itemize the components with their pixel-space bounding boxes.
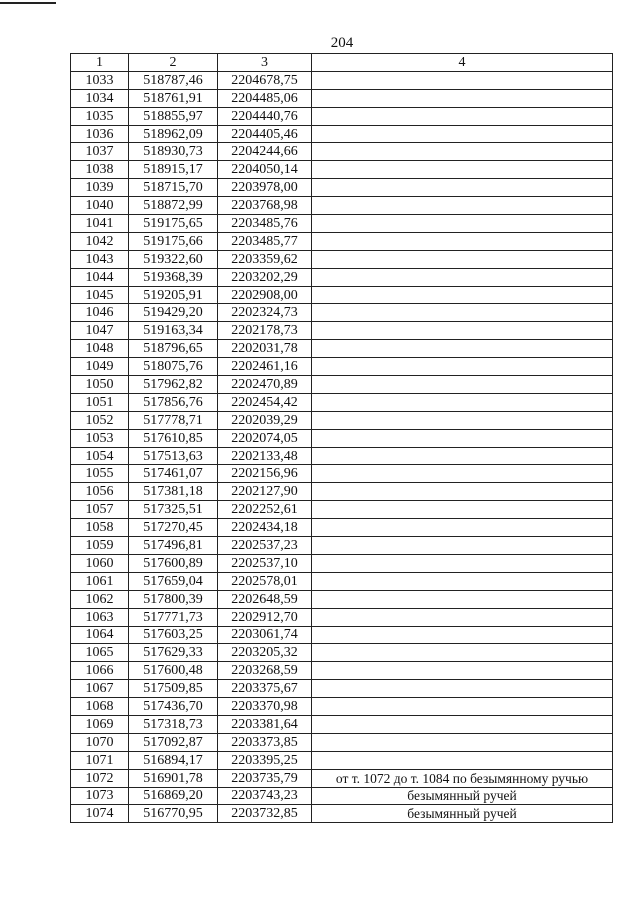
- description-cell: [312, 161, 613, 179]
- table-row: [71, 572, 613, 590]
- point-number-cell: 1070: [71, 733, 129, 751]
- x-coordinate-cell: 517092,87: [129, 733, 218, 751]
- description-cell: [312, 483, 613, 501]
- y-coordinate-cell: 2202324,73: [218, 304, 312, 322]
- y-coordinate-cell: 2203395,25: [218, 751, 312, 769]
- table-row: [71, 358, 613, 376]
- y-coordinate-cell: 2203485,77: [218, 232, 312, 250]
- y-coordinate-cell: 2202537,23: [218, 537, 312, 555]
- description-cell: [312, 393, 613, 411]
- table-row: [71, 393, 613, 411]
- y-coordinate-cell: 2202178,73: [218, 322, 312, 340]
- table-row: [71, 447, 613, 465]
- point-number-cell: 1064: [71, 626, 129, 644]
- table-row: [71, 411, 613, 429]
- description-cell: [312, 304, 613, 322]
- description-cell: [312, 71, 613, 89]
- y-coordinate-cell: 2203375,67: [218, 680, 312, 698]
- y-coordinate-cell: 2203205,32: [218, 644, 312, 662]
- description-cell: [312, 698, 613, 716]
- point-number-cell: 1046: [71, 304, 129, 322]
- x-coordinate-cell: 518855,97: [129, 107, 218, 125]
- table-row: [71, 805, 613, 823]
- description-cell: [312, 340, 613, 358]
- table-row: [71, 125, 613, 143]
- table-row: [71, 89, 613, 107]
- table-row: [71, 322, 613, 340]
- x-coordinate-cell: 517659,04: [129, 572, 218, 590]
- point-number-cell: 1034: [71, 89, 129, 107]
- y-coordinate-cell: 2203485,76: [218, 215, 312, 233]
- description-cell: [312, 590, 613, 608]
- point-number-cell: 1057: [71, 501, 129, 519]
- description-cell: [312, 232, 613, 250]
- point-number-cell: 1039: [71, 179, 129, 197]
- x-coordinate-cell: 517513,63: [129, 447, 218, 465]
- y-coordinate-cell: 2204485,06: [218, 89, 312, 107]
- description-cell: [312, 572, 613, 590]
- y-coordinate-cell: 2203061,74: [218, 626, 312, 644]
- x-coordinate-cell: 517771,73: [129, 608, 218, 626]
- table-row: [71, 590, 613, 608]
- x-coordinate-cell: 519175,66: [129, 232, 218, 250]
- x-coordinate-cell: 516869,20: [129, 787, 218, 805]
- x-coordinate-cell: 516770,95: [129, 805, 218, 823]
- point-number-cell: 1048: [71, 340, 129, 358]
- table-row: [71, 715, 613, 733]
- point-number-cell: 1047: [71, 322, 129, 340]
- x-coordinate-cell: 517600,48: [129, 662, 218, 680]
- description-cell: [312, 143, 613, 161]
- point-number-cell: 1066: [71, 662, 129, 680]
- table-row: [71, 698, 613, 716]
- description-cell: [312, 358, 613, 376]
- table-row: [71, 537, 613, 555]
- table-row: [71, 787, 613, 805]
- table-row: [71, 644, 613, 662]
- table-row: [71, 107, 613, 125]
- point-number-cell: 1058: [71, 519, 129, 537]
- table-row: [71, 215, 613, 233]
- x-coordinate-cell: 517778,71: [129, 411, 218, 429]
- point-number-cell: 1072: [71, 769, 129, 787]
- x-coordinate-cell: 517318,73: [129, 715, 218, 733]
- point-number-cell: 1073: [71, 787, 129, 805]
- table-row: [71, 232, 613, 250]
- y-coordinate-cell: 2202537,10: [218, 554, 312, 572]
- table-row: [71, 608, 613, 626]
- x-coordinate-cell: 517270,45: [129, 519, 218, 537]
- description-cell: [312, 197, 613, 215]
- x-coordinate-cell: 519322,60: [129, 250, 218, 268]
- point-number-cell: 1042: [71, 232, 129, 250]
- coordinates-table: [70, 53, 613, 823]
- x-coordinate-cell: 517962,82: [129, 376, 218, 394]
- y-coordinate-cell: 2202127,90: [218, 483, 312, 501]
- description-cell: [312, 376, 613, 394]
- point-number-cell: 1054: [71, 447, 129, 465]
- point-number-cell: 1037: [71, 143, 129, 161]
- point-number-cell: 1074: [71, 805, 129, 823]
- point-number-cell: 1067: [71, 680, 129, 698]
- point-number-cell: 1050: [71, 376, 129, 394]
- description-cell: [312, 554, 613, 572]
- point-number-cell: 1044: [71, 268, 129, 286]
- table-row: [71, 304, 613, 322]
- description-cell: [312, 179, 613, 197]
- description-cell: [312, 411, 613, 429]
- x-coordinate-cell: 517381,18: [129, 483, 218, 501]
- point-number-cell: 1071: [71, 751, 129, 769]
- point-number-cell: 1045: [71, 286, 129, 304]
- x-coordinate-cell: 517461,07: [129, 465, 218, 483]
- y-coordinate-cell: 2204678,75: [218, 71, 312, 89]
- point-number-cell: 1043: [71, 250, 129, 268]
- description-cell: [312, 662, 613, 680]
- table-row: [71, 71, 613, 89]
- table-row: [71, 197, 613, 215]
- table-row: [71, 733, 613, 751]
- x-coordinate-cell: 519163,34: [129, 322, 218, 340]
- y-coordinate-cell: 2202648,59: [218, 590, 312, 608]
- point-number-cell: 1041: [71, 215, 129, 233]
- x-coordinate-cell: 517509,85: [129, 680, 218, 698]
- table-row: [71, 286, 613, 304]
- x-coordinate-cell: 518787,46: [129, 71, 218, 89]
- point-number-cell: 1056: [71, 483, 129, 501]
- y-coordinate-cell: 2203732,85: [218, 805, 312, 823]
- x-coordinate-cell: 517856,76: [129, 393, 218, 411]
- point-number-cell: 1052: [71, 411, 129, 429]
- x-coordinate-cell: 517610,85: [129, 429, 218, 447]
- description-cell: [312, 537, 613, 555]
- description-cell: [312, 215, 613, 233]
- y-coordinate-cell: 2202434,18: [218, 519, 312, 537]
- y-coordinate-cell: 2203268,59: [218, 662, 312, 680]
- x-coordinate-cell: 518915,17: [129, 161, 218, 179]
- y-coordinate-cell: 2202454,42: [218, 393, 312, 411]
- table-row: [71, 268, 613, 286]
- x-coordinate-cell: 518075,76: [129, 358, 218, 376]
- point-number-cell: 1069: [71, 715, 129, 733]
- table-row: [71, 554, 613, 572]
- corner-scan-mark: [0, 2, 56, 4]
- y-coordinate-cell: 2203743,23: [218, 787, 312, 805]
- x-coordinate-cell: 517436,70: [129, 698, 218, 716]
- table-row: [71, 250, 613, 268]
- description-cell: [312, 644, 613, 662]
- page-number: 204: [330, 35, 354, 51]
- x-coordinate-cell: 517325,51: [129, 501, 218, 519]
- table-row: [71, 179, 613, 197]
- x-coordinate-cell: 518930,73: [129, 143, 218, 161]
- description-cell: [312, 465, 613, 483]
- y-coordinate-cell: 2202252,61: [218, 501, 312, 519]
- table-row: [71, 662, 613, 680]
- x-coordinate-cell: 519368,39: [129, 268, 218, 286]
- x-coordinate-cell: 519205,91: [129, 286, 218, 304]
- description-cell: безымянный ручей: [312, 787, 613, 805]
- description-cell: [312, 733, 613, 751]
- point-number-cell: 1036: [71, 125, 129, 143]
- y-coordinate-cell: 2203373,85: [218, 733, 312, 751]
- y-coordinate-cell: 2202470,89: [218, 376, 312, 394]
- y-coordinate-cell: 2204405,46: [218, 125, 312, 143]
- x-coordinate-cell: 517496,81: [129, 537, 218, 555]
- x-coordinate-cell: 518796,65: [129, 340, 218, 358]
- table-row: [71, 626, 613, 644]
- y-coordinate-cell: 2202031,78: [218, 340, 312, 358]
- table-row: [71, 751, 613, 769]
- y-coordinate-cell: 2202074,05: [218, 429, 312, 447]
- description-cell: от т. 1072 до т. 1084 по безымянному ручью: [312, 769, 613, 787]
- y-coordinate-cell: 2202133,48: [218, 447, 312, 465]
- point-number-cell: 1059: [71, 537, 129, 555]
- description-cell: [312, 429, 613, 447]
- x-coordinate-cell: 517629,33: [129, 644, 218, 662]
- column-header-2: 2: [129, 54, 218, 72]
- point-number-cell: 1062: [71, 590, 129, 608]
- y-coordinate-cell: 2203768,98: [218, 197, 312, 215]
- point-number-cell: 1068: [71, 698, 129, 716]
- x-coordinate-cell: 518715,70: [129, 179, 218, 197]
- description-cell: [312, 519, 613, 537]
- point-number-cell: 1035: [71, 107, 129, 125]
- x-coordinate-cell: 519429,20: [129, 304, 218, 322]
- x-coordinate-cell: 516901,78: [129, 769, 218, 787]
- x-coordinate-cell: 518872,99: [129, 197, 218, 215]
- table-row: [71, 429, 613, 447]
- x-coordinate-cell: 518761,91: [129, 89, 218, 107]
- y-coordinate-cell: 2204244,66: [218, 143, 312, 161]
- y-coordinate-cell: 2202908,00: [218, 286, 312, 304]
- table-row: [71, 680, 613, 698]
- description-cell: [312, 715, 613, 733]
- table-row: [71, 376, 613, 394]
- column-header-3: 3: [218, 54, 312, 72]
- description-cell: [312, 89, 613, 107]
- description-cell: [312, 125, 613, 143]
- table-row: [71, 483, 613, 501]
- x-coordinate-cell: 517603,25: [129, 626, 218, 644]
- point-number-cell: 1065: [71, 644, 129, 662]
- point-number-cell: 1049: [71, 358, 129, 376]
- y-coordinate-cell: 2204440,76: [218, 107, 312, 125]
- table-row: [71, 769, 613, 787]
- y-coordinate-cell: 2203370,98: [218, 698, 312, 716]
- point-number-cell: 1063: [71, 608, 129, 626]
- x-coordinate-cell: 517600,89: [129, 554, 218, 572]
- y-coordinate-cell: 2203978,00: [218, 179, 312, 197]
- description-cell: безымянный ручей: [312, 805, 613, 823]
- description-cell: [312, 501, 613, 519]
- point-number-cell: 1040: [71, 197, 129, 215]
- y-coordinate-cell: 2202912,70: [218, 608, 312, 626]
- table-row: [71, 143, 613, 161]
- x-coordinate-cell: 517800,39: [129, 590, 218, 608]
- table-row: [71, 465, 613, 483]
- description-cell: [312, 250, 613, 268]
- y-coordinate-cell: 2203381,64: [218, 715, 312, 733]
- y-coordinate-cell: 2203202,29: [218, 268, 312, 286]
- description-cell: [312, 626, 613, 644]
- point-number-cell: 1055: [71, 465, 129, 483]
- table-row: [71, 161, 613, 179]
- table-header-row: [71, 54, 613, 72]
- x-coordinate-cell: 519175,65: [129, 215, 218, 233]
- point-number-cell: 1038: [71, 161, 129, 179]
- column-header-1: 1: [71, 54, 129, 72]
- description-cell: [312, 322, 613, 340]
- y-coordinate-cell: 2202461,16: [218, 358, 312, 376]
- y-coordinate-cell: 2202578,01: [218, 572, 312, 590]
- table-row: [71, 519, 613, 537]
- description-cell: [312, 268, 613, 286]
- point-number-cell: 1060: [71, 554, 129, 572]
- y-coordinate-cell: 2203735,79: [218, 769, 312, 787]
- point-number-cell: 1061: [71, 572, 129, 590]
- description-cell: [312, 751, 613, 769]
- x-coordinate-cell: 516894,17: [129, 751, 218, 769]
- description-cell: [312, 680, 613, 698]
- x-coordinate-cell: 518962,09: [129, 125, 218, 143]
- column-header-4: 4: [312, 54, 613, 72]
- description-cell: [312, 608, 613, 626]
- y-coordinate-cell: 2203359,62: [218, 250, 312, 268]
- point-number-cell: 1033: [71, 71, 129, 89]
- description-cell: [312, 286, 613, 304]
- point-number-cell: 1053: [71, 429, 129, 447]
- y-coordinate-cell: 2202156,96: [218, 465, 312, 483]
- table-body: [71, 71, 613, 822]
- table-row: [71, 501, 613, 519]
- description-cell: [312, 107, 613, 125]
- description-cell: [312, 447, 613, 465]
- y-coordinate-cell: 2202039,29: [218, 411, 312, 429]
- table-row: [71, 340, 613, 358]
- y-coordinate-cell: 2204050,14: [218, 161, 312, 179]
- point-number-cell: 1051: [71, 393, 129, 411]
